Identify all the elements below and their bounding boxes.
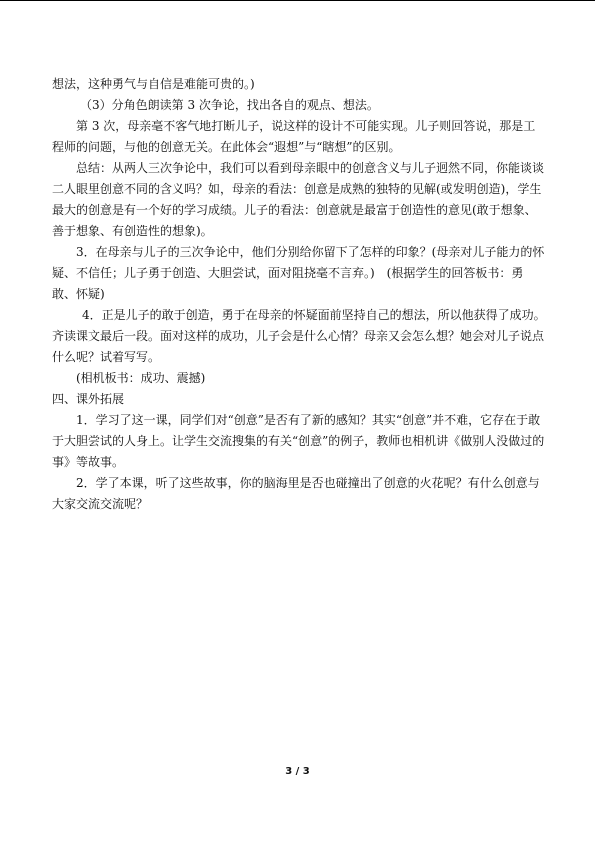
paragraph-board-note: (相机板书：成功、震撼) — [76, 371, 206, 385]
paragraph-summary: 总结：从两人三次争论中，我们可以看到母亲眼中的创意含义与儿子迥然不同，你能谈谈二人眼里创意不同的含义吗？如，母亲的看法：创意是成熟的独特的见解(或发明创造)，学生最大的创意是有一个好的学习成绩。儿子的看法：创意就是最富于创造性的意见(敢于想象、善于想象、有创造性的想象)。 — [52, 161, 545, 238]
paragraph-third-argument: 第 3 次，母亲毫不客气地打断儿子，说这样的设计不可能实现。儿子则回答说，那是工程师的问题，与他的创意无关。在此体会“遐想”与“瞎想”的区别。 — [52, 119, 536, 154]
paragraph-extension-2: 2．学了本课，听了这些故事，你的脑海里是否也碰撞出了创意的火花呢？有什么创意与大家交流交流呢？ — [52, 476, 540, 511]
paragraph-question-4: 4．正是儿子的敢于创造，勇于在母亲的怀疑面前坚持自己的想法，所以他获得了成功。齐读课文最后一段。面对这样的成功，儿子会是什么心情？母亲又会怎么想？她会对儿子说点什么呢？试着写写。 — [52, 308, 546, 364]
paragraph-step-3-reading: （3）分角色朗读第 3 次争论，找出各自的观点、想法。 — [80, 98, 379, 112]
page-top-border — [0, 0, 595, 1]
paragraph-continuation: 想法，这种勇气与自信是难能可贵的。) — [52, 77, 255, 91]
section-heading-extension: 四、课外拓展 — [52, 392, 125, 406]
document-body — [52, 74, 547, 515]
paragraph-extension-1: 1．学习了这一课，同学们对“创意”是否有了新的感知？其实“创意”并不难，它存在于敢于大胆尝试的人身上。让学生交流搜集的有关“创意”的例子，教师也相机讲《做别人没做过的事》等故事。 — [52, 413, 545, 469]
paragraph-question-3: 3．在母亲与儿子的三次争论中，他们分别给你留下了怎样的印象？(母亲对儿子能力的怀疑、不信任；儿子勇于创造、大胆尝试，面对阻挠毫不言弃。) (根据学生的回答板书：勇敢、怀疑) — [52, 245, 545, 301]
page-number: 3 / 3 — [285, 766, 310, 777]
